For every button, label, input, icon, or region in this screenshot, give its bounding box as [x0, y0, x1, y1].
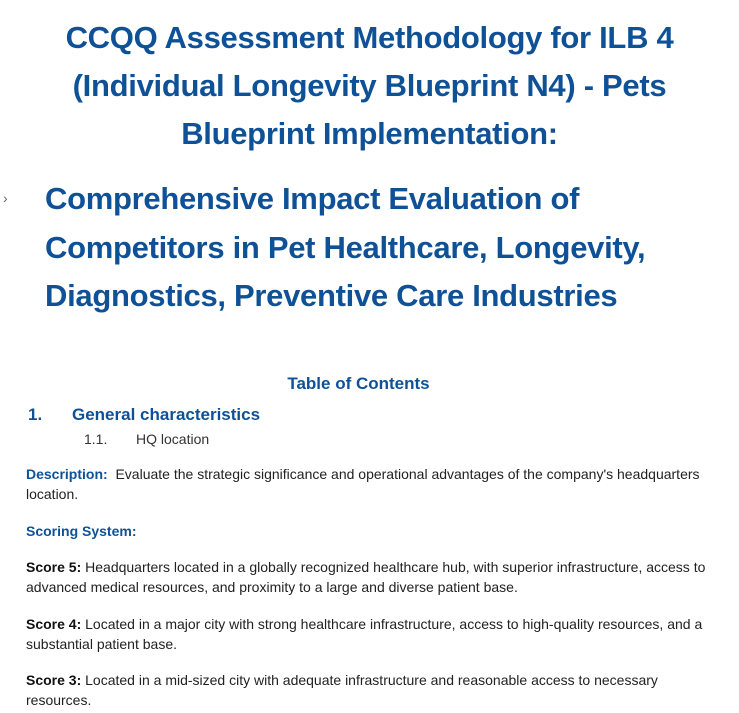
score-5-text: Headquarters located in a globally recognized healthcare hub, with superior infrastructure, access to advanced medical resources, and proximity to a large and diverse patient base.: [26, 559, 706, 595]
scoring-system-label: Scoring System:: [26, 523, 137, 539]
score-4-text: Located in a major city with strong healthcare infrastructure, access to high-quality resources, and a substantial patient base.: [26, 616, 703, 652]
score-3-paragraph: [26, 670, 716, 710]
toc-heading: Table of Contents: [287, 374, 430, 393]
description-label: Description:: [26, 466, 108, 482]
score-5-label: Score 5:: [26, 559, 82, 575]
score-3-label: Score 3:: [26, 672, 82, 688]
description-text: Evaluate the strategic significance and operational advantages of the company's headquarters location.: [26, 466, 700, 502]
description-paragraph: [26, 464, 716, 504]
toc-subitem-label: HQ location: [136, 431, 210, 447]
score-4-paragraph: [26, 614, 716, 654]
toc-item-number: 1.: [28, 405, 43, 424]
document-subtitle: Comprehensive Impact Evaluation of Competitors in Pet Healthcare, Longevity, Diagnostics, Preventive Care Industries: [45, 181, 646, 313]
scoring-system-heading: [26, 521, 716, 541]
toc-item-general-characteristics[interactable]: [28, 404, 260, 426]
toc-subitem-hq-location[interactable]: [84, 429, 209, 449]
score-3-text: Located in a mid-sized city with adequate infrastructure and reasonable access to necessary resources.: [26, 672, 658, 708]
chevron-right-icon[interactable]: ›: [3, 190, 8, 206]
toc-subitem-number: 1.1.: [84, 431, 108, 447]
score-5-paragraph: [26, 557, 716, 597]
toc-item-label: General characteristics: [72, 405, 261, 424]
document-title: CCQQ Assessment Methodology for ILB 4 (Individual Longevity Blueprint N4) - Pets Blueprint Implementation:: [65, 20, 674, 151]
score-4-label: Score 4:: [26, 616, 82, 632]
